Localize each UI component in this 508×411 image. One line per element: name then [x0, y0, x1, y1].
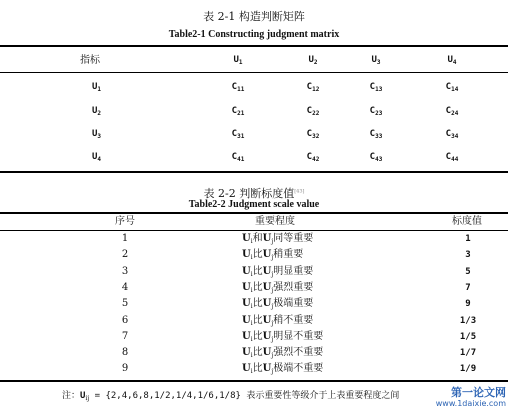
- table1-cell: $C_{12}$: [306, 82, 320, 93]
- table2-header-scale: 标度值: [452, 216, 482, 227]
- table1-cell: $C_{31}$: [231, 129, 245, 140]
- table2-row: 7 $U_i$比$U_j$明显不重要 1/5: [121, 330, 477, 343]
- table1-cell: $C_{13}$: [369, 82, 383, 93]
- table1-cell: $C_{41}$: [231, 152, 245, 163]
- table2-header-row: [0, 214, 508, 230]
- table2-row: 2 $U_i$比$U_j$稍重要 3: [121, 249, 471, 262]
- table1-row: [0, 146, 508, 169]
- table2-row: 3 $U_i$比$U_j$明显重要 5: [121, 265, 471, 278]
- table1-cell: $C_{32}$: [306, 129, 320, 140]
- table1-cell: $C_{34}$: [445, 129, 459, 140]
- watermark-logo: 第一论文网 www.1daixie.com: [435, 386, 506, 408]
- table2-caption-en: Table2-2 Judgment scale value: [188, 199, 320, 210]
- table2-header-importance: 重要程度: [255, 216, 295, 227]
- table1-cell: $C_{23}$: [369, 106, 383, 117]
- table1-caption-cn: 表 2-1 构造判断矩阵: [203, 10, 305, 23]
- table1-caption-en: Table2-1 Constructing judgment matrix: [168, 29, 340, 40]
- table1-cell: $C_{22}$: [306, 106, 320, 117]
- table2-caption-ref: [43]: [294, 188, 305, 195]
- table1-cell: $C_{11}$: [231, 82, 245, 93]
- table2-row: 6 $U_i$比$U_j$稍不重要 1/3: [121, 314, 477, 327]
- table1-header-row: [0, 49, 508, 72]
- table1-row-label: $U_1$: [92, 82, 102, 93]
- table2-row: 4 $U_i$比$U_j$强烈重要 7: [121, 281, 471, 294]
- table2-caption-cn: 表 2-2 判断标度值[43]: [203, 187, 305, 200]
- table2-row: 5 $U_i$比$U_j$极端重要 9: [121, 298, 471, 311]
- table2-row: 8 $U_i$比$U_j$强烈不重要 1/7: [121, 347, 477, 360]
- table1-header-rule: [0, 72, 508, 73]
- table1-bottom-rule: [0, 171, 508, 173]
- table1-col-header: $U_1$: [233, 55, 243, 66]
- table1-cell: $C_{42}$: [306, 152, 320, 163]
- table1-cell: $C_{21}$: [231, 106, 245, 117]
- table2-bottom-rule: [0, 380, 508, 382]
- table1-cell: $C_{14}$: [445, 82, 459, 93]
- table1-col-header: $U_4$: [447, 55, 457, 66]
- table1-row: [0, 123, 508, 146]
- table2-row: 1 $U_i$和$U_j$同等重要 1: [121, 233, 471, 245]
- table1-row-label: $U_4$: [92, 152, 102, 163]
- table1-row-label: $U_2$: [92, 106, 102, 117]
- table1-col-header: $U_2$: [308, 55, 318, 66]
- table1-col-header: $U_3$: [371, 55, 381, 66]
- table1-cell: $C_{44}$: [445, 152, 459, 163]
- table1-top-rule: [0, 45, 508, 47]
- table1-cell: $C_{43}$: [369, 152, 383, 163]
- table1-row: [0, 100, 508, 123]
- table-note: 注：$U_{ij} = \{2,4,6,8,1/2,1/4,1/6,1/8\}$ 表示重要性等级介于上表重要程度之间: [62, 391, 400, 402]
- table1-cell: $C_{24}$: [445, 106, 459, 117]
- table2-row: 9 $U_i$比$U_j$极端不重要 1/9: [121, 363, 477, 376]
- table1-cell: $C_{33}$: [369, 129, 383, 140]
- table2-header-no: 序号: [115, 216, 135, 227]
- table1-row: [0, 76, 508, 99]
- table1-row-label: $U_3$: [92, 129, 102, 140]
- table1-header-indicator: 指标: [80, 55, 100, 66]
